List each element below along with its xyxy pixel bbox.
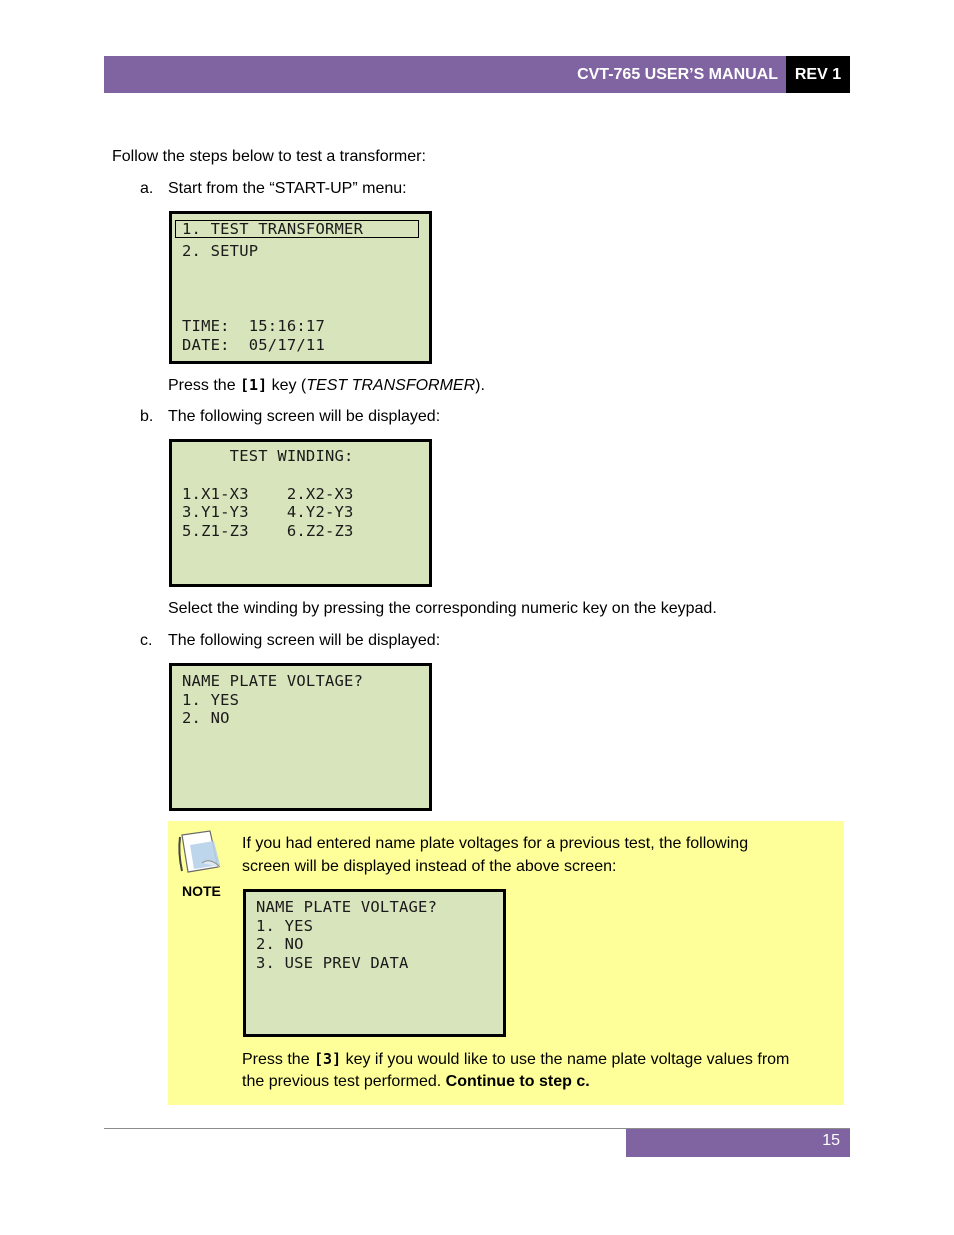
- step-b-text: The following screen will be displayed:: [168, 408, 441, 425]
- step-a-instruction: Press the [1] key (TEST TRANSFORMER).: [168, 376, 485, 394]
- step-b-instruction: Select the winding by pressing the corresponding numeric key on the keypad.: [168, 600, 717, 617]
- notepad-icon: [176, 827, 226, 875]
- lcd-line-selected: 1. TEST TRANSFORMER: [175, 220, 419, 238]
- lcd-line: 2. NO: [256, 935, 304, 953]
- lcd-line: 3.Y1-Y3 4.Y2-Y3: [182, 503, 354, 521]
- manual-title: CVT-765 USER’S MANUAL: [577, 66, 778, 83]
- key-1: [1]: [240, 376, 268, 394]
- page-number: 15: [626, 1129, 850, 1157]
- step-c-text: The following screen will be displayed:: [168, 632, 441, 649]
- note-press-line1: Press the [3] key if you would like to use the name plate voltage values from: [242, 1050, 790, 1068]
- key-3: [3]: [314, 1050, 342, 1068]
- lcd-name-plate-voltage-prev: [243, 889, 506, 1037]
- lcd-line: TIME: 15:16:17: [182, 317, 325, 335]
- page-header: [104, 56, 850, 93]
- note-label: NOTE: [182, 883, 221, 899]
- lcd-line: NAME PLATE VOLTAGE?: [182, 672, 364, 690]
- lcd-line: NAME PLATE VOLTAGE?: [256, 898, 438, 916]
- step-c-label: c.: [140, 632, 153, 649]
- lcd-line: 1. YES: [182, 691, 240, 709]
- lcd-line: DATE: 05/17/11: [182, 336, 325, 354]
- step-b-label: b.: [140, 408, 154, 425]
- lcd-line: 2. NO: [182, 709, 230, 727]
- lcd-line: TEST WINDING:: [182, 447, 354, 465]
- lcd-line: 1. YES: [256, 917, 314, 935]
- step-a-text: Start from the “START-UP” menu:: [168, 180, 407, 197]
- lcd-line: 3. USE PREV DATA: [256, 954, 409, 972]
- note-text-line2: screen will be displayed instead of the above screen:: [242, 858, 617, 875]
- step-a-label: a.: [140, 180, 154, 197]
- note-press-line2: the previous test performed. Continue to step c.: [242, 1073, 590, 1090]
- revision-badge: REV 1: [786, 56, 850, 93]
- intro-text: Follow the steps below to test a transformer:: [112, 148, 426, 165]
- lcd-line: 5.Z1-Z3 6.Z2-Z3: [182, 522, 354, 540]
- lcd-line: 1.X1-X3 2.X2-X3: [182, 485, 354, 503]
- lcd-name-plate-voltage: [169, 663, 432, 811]
- note-text-line1: If you had entered name plate voltages for a previous test, the following: [242, 835, 749, 852]
- lcd-startup-menu: [169, 211, 432, 364]
- lcd-test-winding: [169, 439, 432, 587]
- lcd-line: 2. SETUP: [182, 242, 259, 260]
